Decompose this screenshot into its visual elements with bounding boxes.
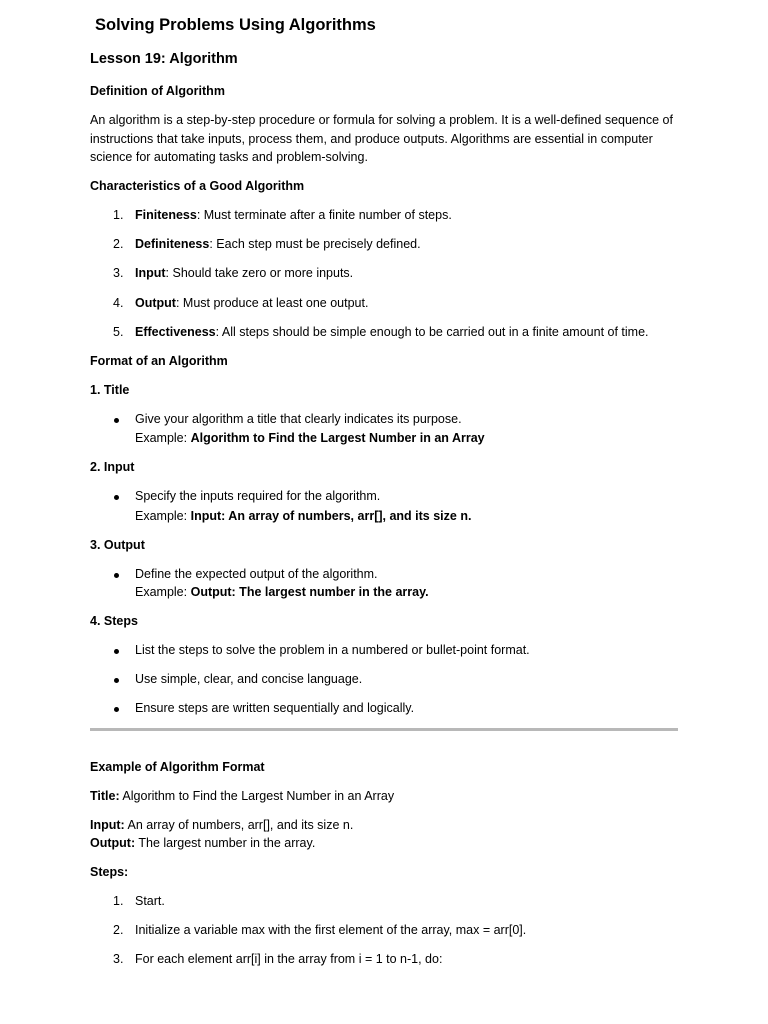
title-section-heading: 1. Title [90, 383, 130, 397]
input-section-example [135, 509, 471, 523]
list-item: Initialize a variable max with the first element of the array, max = arr[0]. [135, 923, 527, 937]
list-desc: : Must produce at least one output. [175, 296, 369, 310]
example-title-line [90, 789, 394, 803]
example-output-line [90, 836, 315, 850]
example-output-value: The largest number in the array. [135, 836, 316, 850]
list-item: Use simple, clear, and concise language. [135, 672, 363, 686]
title-section-line: Give your algorithm a title that clearly indicates its purpose. [135, 412, 462, 426]
list-term: Input [135, 266, 166, 280]
output-section-line: Define the expected output of the algorithm. [135, 567, 378, 581]
example-output-label: Output: [90, 836, 136, 850]
lesson-heading: Lesson 19: Algorithm [90, 51, 238, 67]
definition-heading: Definition of Algorithm [90, 84, 225, 98]
example-steps-label: Steps: [90, 865, 129, 879]
list-number: 4. [113, 296, 124, 310]
list-item: For each element arr[i] in the array from i = 1 to n-1, do: [135, 952, 443, 966]
list-term: Effectiveness [135, 325, 216, 339]
bullet-icon [114, 418, 119, 423]
list-number: 2. [113, 237, 124, 251]
list-item [135, 296, 368, 310]
bullet-icon [114, 707, 119, 712]
list-number: 2. [113, 923, 124, 937]
list-desc: : Must terminate after a finite number of steps. [196, 208, 452, 222]
horizontal-divider [90, 728, 678, 731]
list-number: 5. [113, 325, 124, 339]
list-item: Start. [135, 894, 165, 908]
document-title: Solving Problems Using Algorithms [95, 16, 376, 34]
example-input-label: Input: [90, 818, 125, 832]
title-section-example [135, 431, 485, 445]
bullet-icon [114, 678, 119, 683]
example-input-line [90, 818, 353, 832]
list-item [135, 266, 353, 280]
example-label: Example: [135, 431, 191, 445]
steps-section-heading: 4. Steps [90, 614, 138, 628]
format-heading: Format of an Algorithm [90, 354, 228, 368]
input-section-heading: 2. Input [90, 460, 135, 474]
characteristics-heading: Characteristics of a Good Algorithm [90, 179, 305, 193]
list-number: 1. [113, 208, 124, 222]
definition-paragraph: An algorithm is a step-by-step procedure or formula for solving a problem. It is a well-defined sequence of instructions that take inputs, process them, and produce outputs. Algorithms are essential in computer science for automating tasks and problem-solving. [90, 113, 673, 164]
example-heading: Example of Algorithm Format [90, 760, 265, 774]
list-number: 3. [113, 952, 124, 966]
example-title-label: Title: [90, 789, 120, 803]
example-input-value: An array of numbers, arr[], and its size n. [124, 818, 354, 832]
example-label: Example: [135, 585, 191, 599]
list-term: Definiteness [135, 237, 210, 251]
list-number: 1. [113, 894, 124, 908]
example-value: Output: The largest number in the array. [190, 585, 429, 599]
input-section-line: Specify the inputs required for the algorithm. [135, 489, 381, 503]
list-item: Ensure steps are written sequentially and logically. [135, 701, 415, 715]
output-section-example [135, 585, 429, 599]
list-desc: : Each step must be precisely defined. [209, 237, 421, 251]
example-title-value: Algorithm to Find the Largest Number in an Array [119, 789, 395, 803]
bullet-icon [114, 495, 119, 500]
list-term: Output [135, 296, 176, 310]
example-value: Algorithm to Find the Largest Number in an Array [190, 431, 485, 445]
bullet-icon [114, 649, 119, 654]
list-item [135, 237, 421, 251]
list-desc: : All steps should be simple enough to be carried out in a finite amount of time. [215, 325, 649, 339]
list-term: Finiteness [135, 208, 197, 222]
list-desc: : Should take zero or more inputs. [165, 266, 354, 280]
list-number: 3. [113, 266, 124, 280]
output-section-heading: 3. Output [90, 538, 145, 552]
bullet-icon [114, 573, 119, 578]
example-label: Example: [135, 509, 191, 523]
list-item [135, 325, 649, 339]
list-item [135, 208, 452, 222]
example-value: Input: An array of numbers, arr[], and its size n. [190, 509, 472, 523]
list-item: List the steps to solve the problem in a numbered or bullet-point format. [135, 643, 530, 657]
